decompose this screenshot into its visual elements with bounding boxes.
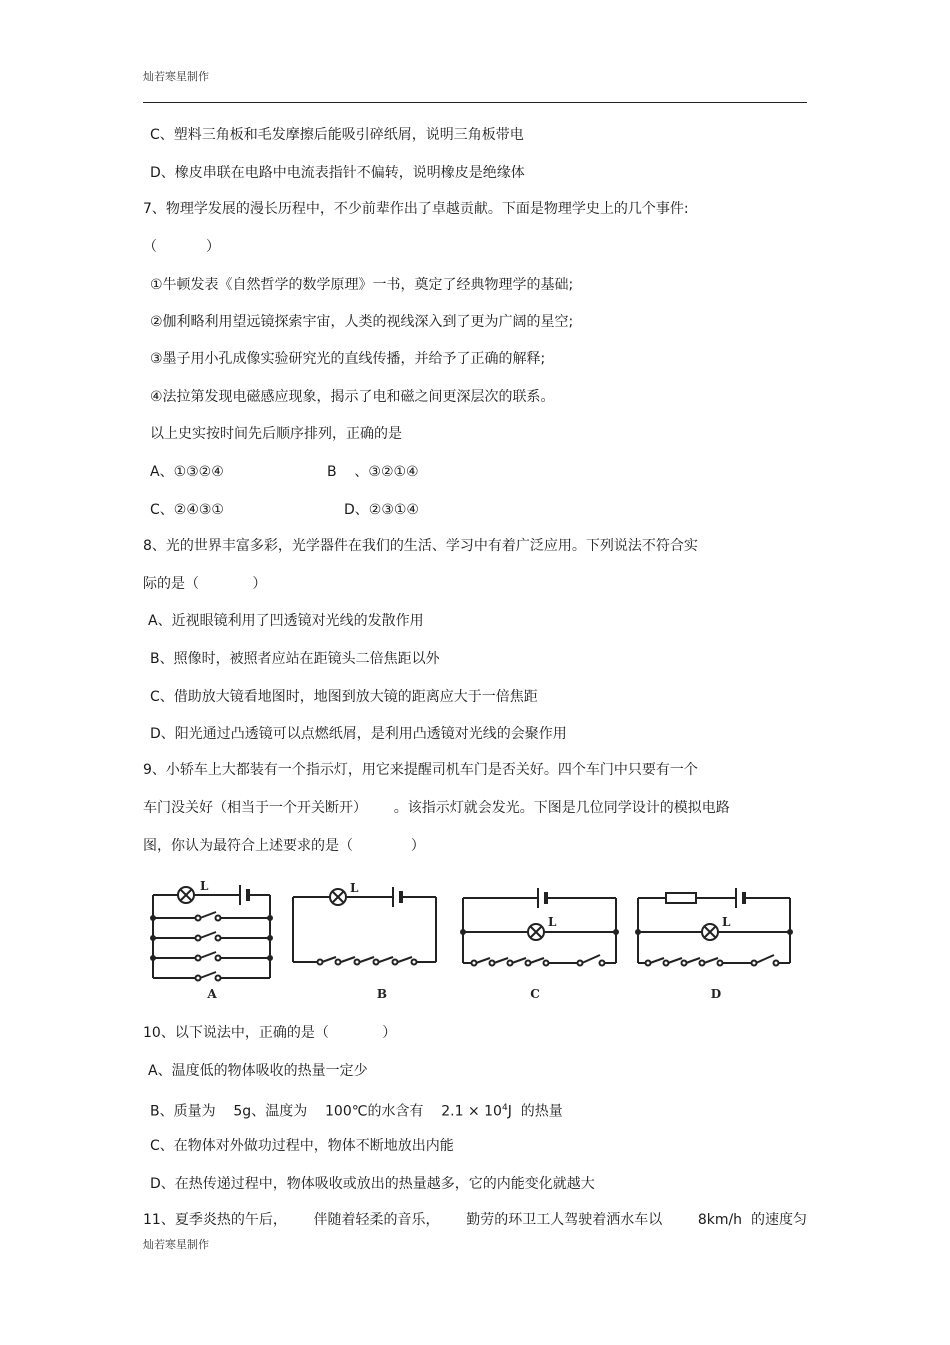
q7-question: 以上史实按时间先后顺序排列，正确的是 bbox=[150, 426, 402, 442]
q9-stem-line3: 图，你认为最符合上述要求的是（ ） bbox=[143, 838, 425, 854]
q7-event-2: ②伽利略利用望远镜探索宇宙，人类的视线深入到了更为广阔的星空; bbox=[150, 314, 574, 330]
q8-option-b: B、照像时，被照者应站在距镜头二倍焦距以外 bbox=[150, 651, 440, 667]
page-header: 灿若寒星制作 bbox=[143, 70, 209, 83]
circuit-b bbox=[293, 887, 436, 965]
q10-option-b bbox=[150, 1099, 563, 1121]
q7-option-a: A、①③②④ bbox=[150, 464, 224, 480]
q10b-text-post: J 的热量 bbox=[507, 1103, 563, 1120]
q10-option-c: C、在物体对外做功过程中，物体不断地放出内能 bbox=[150, 1138, 454, 1154]
circuit-d-label: D bbox=[710, 987, 722, 1001]
q10b-text-pre: B、质量为 5g、温度为 100℃的水含有 2.1 × 10 bbox=[150, 1103, 502, 1120]
circuit-c bbox=[461, 888, 618, 966]
q9-stem-line2: 车门没关好（相当于一个开关断开） 。该指示灯就会发光。下图是几位同学设计的模拟电路 bbox=[143, 800, 730, 816]
q8-option-a: A、近视眼镜利用了凹透镜对光线的发散作用 bbox=[148, 613, 424, 629]
q7-option-c: C、②④③① bbox=[150, 502, 224, 518]
q7-event-4: ④法拉第发现电磁感应现象，揭示了电和磁之间更深层次的联系。 bbox=[150, 389, 555, 405]
q8-stem-line1: 8、光的世界丰富多彩，光学器件在我们的生活、学习中有着广泛应用。下列说法不符合实 bbox=[143, 538, 698, 554]
q7-stem: 7、物理学发展的漫长历程中，不少前辈作出了卓越贡献。下面是物理学史上的几个事件: bbox=[143, 201, 689, 217]
circuit-d bbox=[636, 888, 792, 966]
circuit-b-lamp-label: L bbox=[350, 881, 359, 895]
q10b-exponent: 4 bbox=[501, 1103, 508, 1113]
circuit-a bbox=[151, 885, 272, 981]
circuit-diagrams bbox=[148, 870, 798, 1005]
q9-stem-line1: 9、小轿车上大都装有一个指示灯，用它来提醒司机车门是否关好。四个车门中只要有一个 bbox=[143, 762, 698, 778]
q10-stem: 10、以下说法中，正确的是（ ） bbox=[143, 1025, 397, 1041]
q11-stem: 11、夏季炎热的午后， 伴随着轻柔的音乐， 勤劳的环卫工人驾驶着洒水车以 8km/h 的速度匀 bbox=[143, 1212, 807, 1228]
q6-option-c: C、塑料三角板和毛发摩擦后能吸引碎纸屑，说明三角板带电 bbox=[150, 127, 524, 143]
q7-event-3: ③墨子用小孔成像实验研究光的直线传播，并给予了正确的解释; bbox=[150, 351, 546, 367]
q10-option-d: D、在热传递过程中，物体吸收或放出的热量越多，它的内能变化就越大 bbox=[150, 1176, 595, 1192]
circuit-d-lamp-label: L bbox=[722, 915, 731, 929]
q7-answer-paren: （ ） bbox=[143, 239, 220, 255]
circuit-a-label: A bbox=[207, 987, 217, 1001]
q10-option-a: A、温度低的物体吸收的热量一定少 bbox=[148, 1063, 368, 1079]
circuit-a-lamp-label: L bbox=[200, 879, 209, 893]
q7-event-1: ①牛顿发表《自然哲学的数学原理》一书，奠定了经典物理学的基础; bbox=[150, 277, 574, 293]
circuit-b-label: B bbox=[376, 987, 388, 1001]
q8-stem-line2: 际的是（ ） bbox=[143, 576, 267, 592]
header-rule bbox=[143, 102, 807, 103]
q7-option-b: B 、③②①④ bbox=[327, 464, 419, 480]
page-footer: 灿若寒星制作 bbox=[143, 1238, 209, 1251]
circuit-c-lamp-label: L bbox=[548, 915, 557, 929]
q7-option-d: D、②③①④ bbox=[344, 502, 419, 518]
q6-option-d: D、橡皮串联在电路中电流表指针不偏转，说明橡皮是绝缘体 bbox=[150, 165, 525, 181]
circuit-c-label: C bbox=[530, 987, 540, 1001]
q8-option-c: C、借助放大镜看地图时，地图到放大镜的距离应大于一倍焦距 bbox=[150, 689, 538, 705]
q8-option-d: D、阳光通过凸透镜可以点燃纸屑，是利用凸透镜对光线的会聚作用 bbox=[150, 726, 567, 742]
